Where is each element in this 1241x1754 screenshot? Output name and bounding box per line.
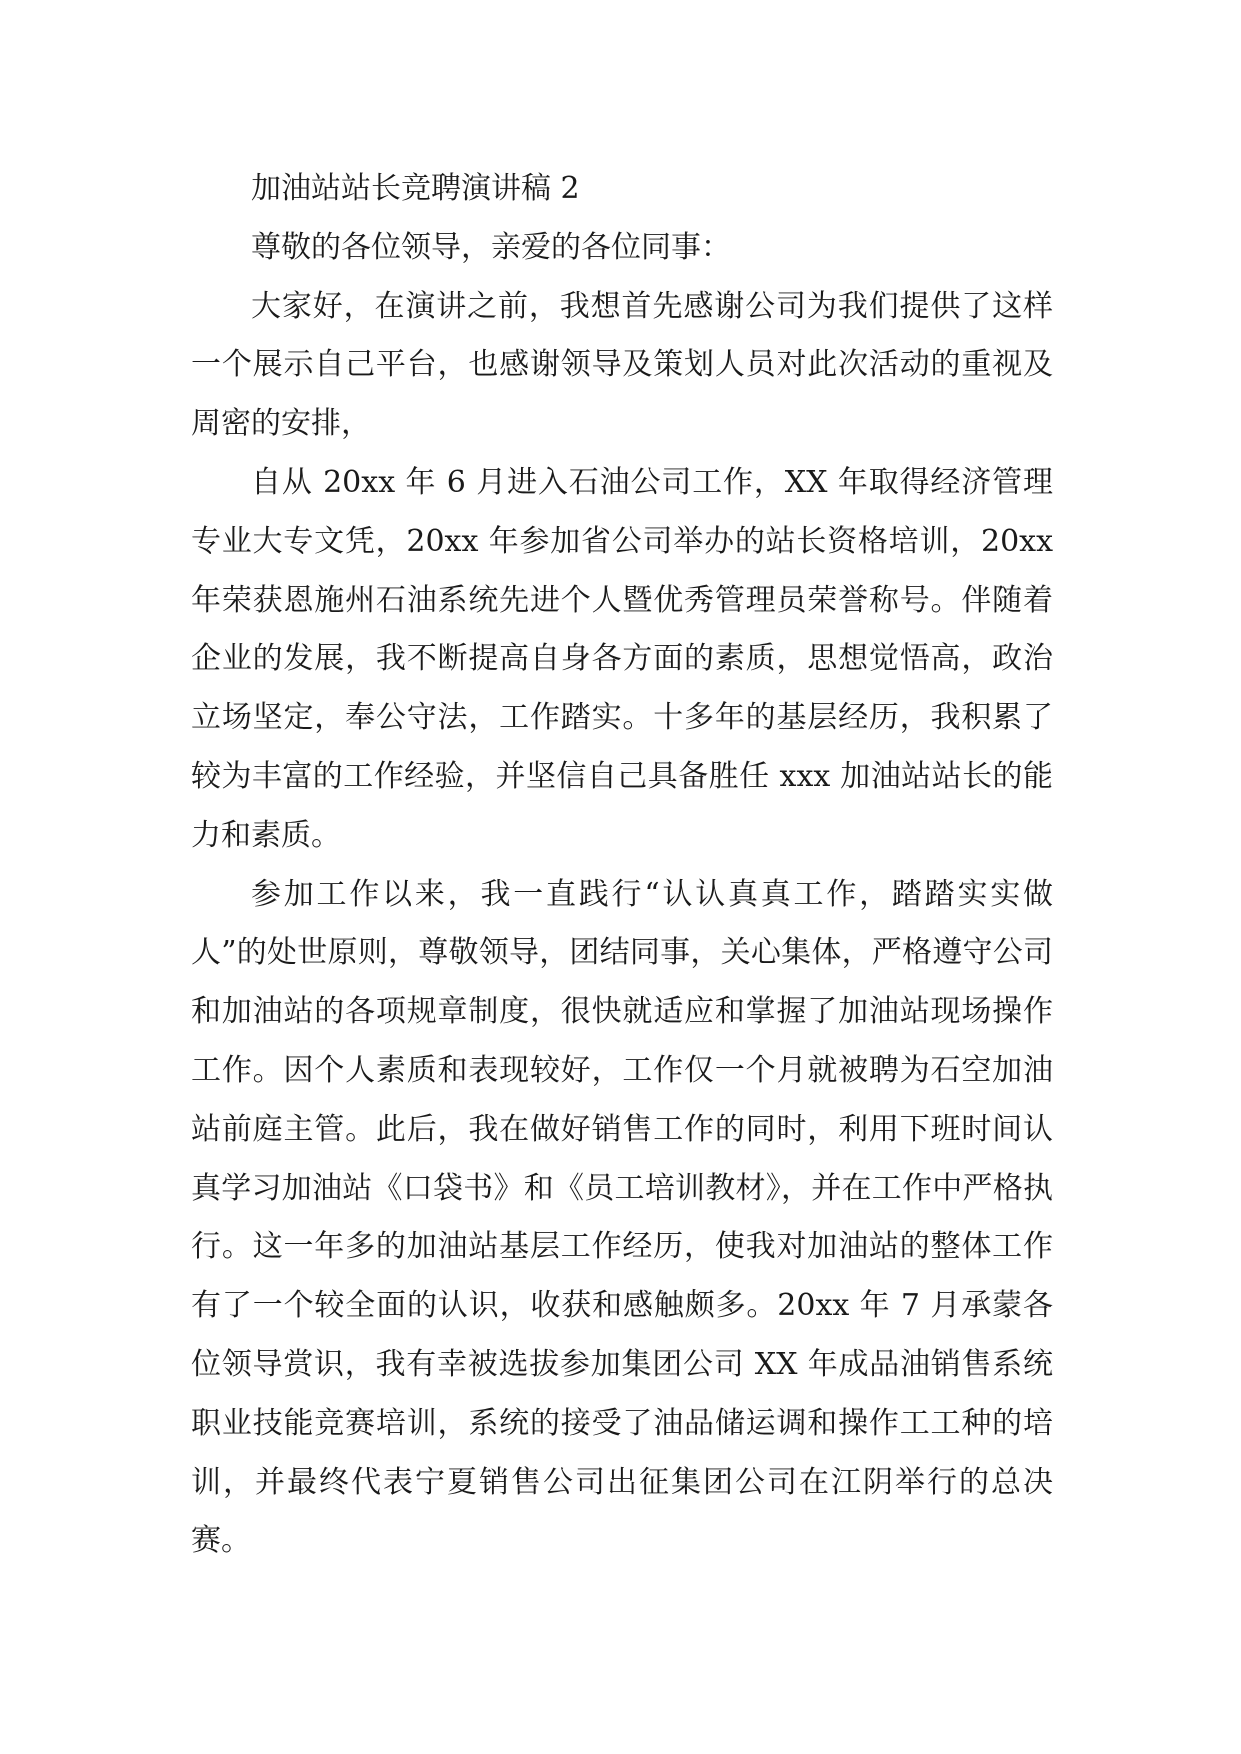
paragraph-greeting: 大家好，在演讲之前，我想首先感谢公司为我们提供了这样一个展示自己平台，也感谢领导及策划人员对此次活动的重视及周密的安排， (191, 288, 1053, 442)
document-body (191, 160, 1053, 1571)
paragraph-career: 自从 20xx 年 6 月进入石油公司工作，XX 年取得经济管理专业大专文凭，20xx 年参加省公司举办的站长资格培训，20xx 年荣获恩施州石油系统先进个人暨优秀管理员荣誉称号。伴随着企业的发展，我不断提高自身各方面的素质，思想觉悟高，政治立场坚定，奉公守法，工作踏实。十多年的基层经历，我积累了较为丰富的工作经验，并坚信自己具备胜任 xxx 加油站站长的能力和素质。 (191, 464, 1053, 853)
salutation: 尊敬的各位领导，亲爱的各位同事： (251, 229, 731, 265)
document-title: 加油站站长竞聘演讲稿 2 (251, 171, 580, 206)
paragraph-experience: 参加工作以来，我一直践行“认认真真工作，踏踏实实做人”的处世原则，尊敬领导，团结同事，关心集体，严格遵守公司和加油站的各项规章制度，很快就适应和掌握了加油站现场操作工作。因个人素质和表现较好，工作仅一个月就被聘为石空加油站前庭主管。此后，我在做好销售工作的同时，利用下班时间认真学习加油站《口袋书》和《员工培训教材》，并在工作中严格执行。这一年多的加油站基层工作经历，使我对加油站的整体工作有了一个较全面的认识，收获和感触颇多。20xx 年 7 月承蒙各位领导赏识，我有幸被选拔参加集团公司 XX 年成品油销售系统职业技能竞赛培训，系统的接受了油品储运调和操作工工种的培训，并最终代表宁夏销售公司出征集团公司在江阴举行的总决赛。 (191, 876, 1053, 1559)
